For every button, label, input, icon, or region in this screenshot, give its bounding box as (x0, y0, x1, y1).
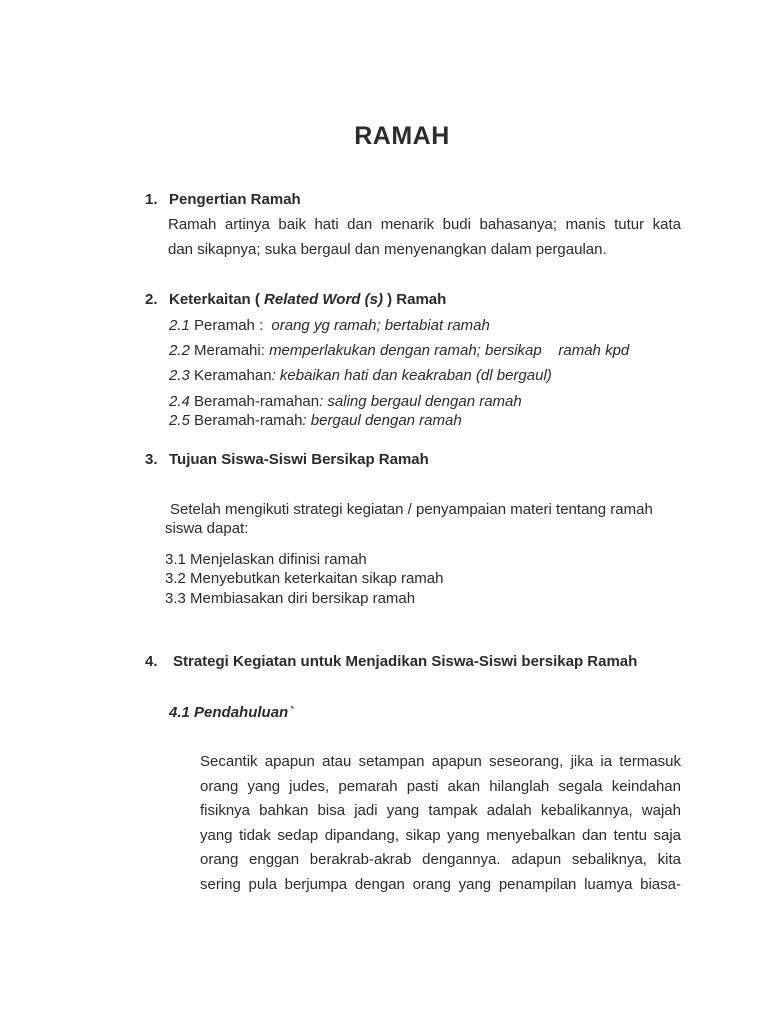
related-word-term: Keramahan (194, 367, 272, 384)
objective-item: 3.3 Membiasakan diri bersikap ramah (165, 590, 416, 607)
related-word-definition: : bergaul dengan ramah (302, 412, 462, 429)
related-word-item (169, 342, 629, 359)
related-word-item (169, 412, 462, 429)
related-word-definition: : saling bergaul dengan ramah (319, 393, 522, 410)
related-word-term: Meramahi: (194, 342, 265, 359)
related-word-item (169, 367, 552, 384)
objective-item: 3.2 Menyebutkan keterkaitan sikap ramah (165, 570, 444, 587)
section-2-heading (169, 291, 446, 308)
section-4-number: 4. (145, 653, 158, 670)
related-word-term: Peramah : (194, 317, 264, 334)
intro-paragraph (200, 750, 681, 898)
related-word-number: 2.2 (169, 342, 190, 359)
related-word-item (169, 317, 490, 334)
related-word-number: 2.5 (169, 412, 190, 429)
objective-item: 3.1 Menjelaskan difinisi ramah (165, 551, 367, 568)
paragraph-line: orang enggan berakrab-akrab dengannya. adapun sebaliknya, kita (200, 851, 681, 869)
related-word-number: 2.4 (169, 393, 190, 410)
section-2-heading-part-c: ) Ramah (387, 291, 447, 308)
related-word-number: 2.1 (169, 317, 190, 334)
related-word-term: Beramah-ramah (194, 412, 303, 429)
paragraph-line: sering pula berjumpa dengan orang yang penampilan luamya biasa- (200, 875, 681, 893)
paragraph-line: fisiknya bahkan bisa jadi yang tampak adalah kebalikannya, wajah (200, 802, 681, 820)
page-title: RAMAH (354, 122, 450, 150)
section-1-text-line-2: dan sikapnya; suka bergaul dan menyenangkan dalam pergaulan. (168, 241, 607, 258)
related-word-number: 2.3 (169, 367, 190, 384)
section-2-heading-part-a: Keterkaitan ( (169, 291, 260, 308)
related-word-definition: orang yg ramah; bertabiat ramah (271, 317, 490, 334)
section-3-heading: Tujuan Siswa-Siswi Bersikap Ramah (169, 451, 429, 468)
section-2-number: 2. (145, 291, 158, 308)
subsection-4-1-heading: 4.1 Pendahuluan` (169, 704, 294, 721)
paragraph-line: orang yang judes, pemarah pasti akan hilanglah segala keindahan (200, 777, 681, 795)
section-4-heading: Strategi Kegiatan untuk Menjadikan Siswa-Siswi bersikap Ramah (173, 653, 638, 670)
related-word-item (169, 393, 522, 410)
section-3-number: 3. (145, 451, 158, 468)
related-word-definition: : kebaikan hati dan keakraban (dl bergaul) (271, 367, 552, 384)
section-2-heading-part-b: Related Word (s) (264, 291, 383, 308)
related-word-definition: memperlakukan dengan ramah; bersikap ramah kpd (269, 342, 630, 359)
section-1-heading: Pengertian Ramah (169, 191, 301, 208)
paragraph-line: yang tidak sedap dipandang, sikap yang menyebalkan dan tentu saja (200, 826, 681, 844)
section-1-number: 1. (145, 191, 158, 208)
section-3-intro-line-1: Setelah mengikuti strategi kegiatan / penyampaian materi tentang ramah (170, 501, 653, 518)
section-1-text-line-1: Ramah artinya baik hati dan menarik budi bahasanya; manis tutur kata (168, 216, 681, 233)
section-3-intro-line-2: siswa dapat: (165, 520, 249, 537)
related-word-term: Beramah-ramahan (194, 393, 320, 410)
paragraph-line: Secantik apapun atau setampan apapun seseorang, jika ia termasuk (200, 753, 681, 770)
